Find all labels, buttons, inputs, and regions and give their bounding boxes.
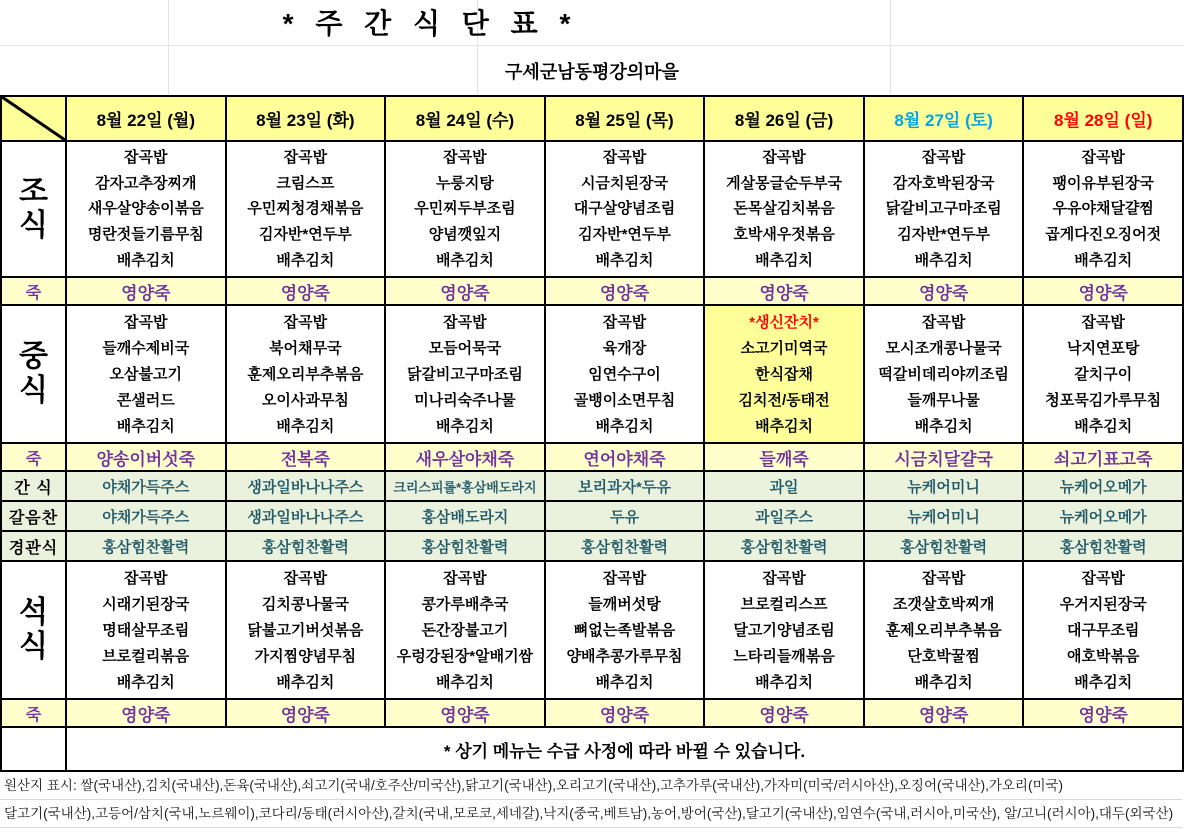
menu-item: 우민찌두부조림 bbox=[414, 200, 516, 218]
menu-item: 누룽지탕 bbox=[435, 174, 494, 192]
menu-item: 우유야채달걀찜 bbox=[1052, 200, 1154, 218]
snack-day-7: 뉴케어오메가 bbox=[1024, 472, 1182, 500]
menu-item: 갈치구이 bbox=[1074, 365, 1133, 383]
snack-day-1: 야채가득주스 bbox=[67, 472, 225, 500]
menu-item: 김자반*연두부 bbox=[897, 226, 991, 244]
tube-feeding-day-1: 홍삼힘찬활력 bbox=[67, 532, 225, 560]
dinner-day-4 bbox=[546, 562, 704, 698]
lunch-porridge-row-label: 죽 bbox=[2, 444, 65, 470]
dinner-row-label: 석식 bbox=[2, 562, 65, 698]
menu-item: 배추김치 bbox=[755, 673, 814, 691]
snack-day-2: 생과일바나나주스 bbox=[227, 472, 385, 500]
dinner-porridge-row-label: 죽 bbox=[2, 700, 65, 726]
menu-item: 잡곡밥 bbox=[762, 569, 806, 587]
menu-item: 잡곡밥 bbox=[1081, 313, 1125, 331]
menu-item: 김자반*연두부 bbox=[578, 226, 671, 244]
menu-item: 임연수구이 bbox=[588, 365, 661, 383]
lunch-porridge-day-6: 시금치달걀국 bbox=[865, 444, 1023, 470]
breakfast-day-5 bbox=[705, 142, 863, 276]
menu-item: 돈간장불고기 bbox=[421, 621, 509, 639]
menu-item: 콘샐러드 bbox=[116, 391, 175, 409]
menu-item: 소고기미역국 bbox=[740, 339, 828, 357]
menu-item: 배추김치 bbox=[1074, 417, 1133, 435]
menu-item: 브로컬리스프 bbox=[740, 595, 828, 613]
snack-day-3: 크리스피롤*홍삼배도라지 bbox=[386, 472, 544, 500]
menu-item: 곱게다진오징어젓 bbox=[1045, 226, 1162, 244]
menu-item: 오삼불고기 bbox=[109, 365, 182, 383]
menu-item: 시래기된장국 bbox=[102, 595, 190, 613]
menu-item: 배추김치 bbox=[276, 251, 335, 269]
menu-item: 명란젓들기름무침 bbox=[87, 226, 204, 244]
lunch-porridge-day-2: 전복죽 bbox=[227, 444, 385, 470]
breakfast-day-1 bbox=[67, 142, 225, 276]
substitute-dish-day-3: 홍삼배도라지 bbox=[386, 502, 544, 530]
menu-item: 우거지된장국 bbox=[1059, 595, 1147, 613]
day-header-6: 8월 27일 (토) bbox=[865, 97, 1023, 140]
origin-label-line2: 달고기(국내산),고등어/삼치(국내,노르웨이),코다리/동태(러시아산),갈치(국내,모로코,세네갈),낙지(중국,베트남),농어,방어(국산),달고기(국내산),임연수(국내,러시아,미국산), 알/고니(러시아),대두(외국산) bbox=[0, 800, 1182, 828]
spreadsheet-gridline bbox=[0, 45, 1184, 46]
day-header-4: 8월 25일 (목) bbox=[546, 97, 704, 140]
substitute-dish-day-2: 생과일바나나주스 bbox=[227, 502, 385, 530]
dinner-day-6 bbox=[865, 562, 1023, 698]
menu-item: 시금치된장국 bbox=[581, 174, 668, 192]
menu-item: 잡곡밥 bbox=[762, 149, 806, 167]
menu-item: 양념깻잎지 bbox=[428, 226, 502, 244]
day-header-5: 8월 26일 (금) bbox=[705, 97, 863, 140]
menu-item: 배추김치 bbox=[595, 251, 654, 269]
menu-item: 잡곡밥 bbox=[124, 569, 168, 587]
menu-item: 브로컬리볶음 bbox=[102, 647, 190, 665]
menu-item: 배추김치 bbox=[435, 673, 494, 691]
menu-item: 호박새우젓볶음 bbox=[733, 226, 835, 244]
lunch-porridge-day-3: 새우살야채죽 bbox=[386, 444, 544, 470]
menu-item: 배추김치 bbox=[914, 251, 973, 269]
menu-item: 잡곡밥 bbox=[443, 149, 487, 167]
menu-item: 잡곡밥 bbox=[602, 313, 647, 331]
menu-item: 뼈없는족발볶음 bbox=[573, 621, 676, 639]
menu-item: 배추김치 bbox=[595, 417, 654, 435]
dinner-porridge-day-3: 영양죽 bbox=[386, 700, 544, 726]
menu-item: 배추김치 bbox=[116, 673, 175, 691]
menu-item: 우민찌청경채볶음 bbox=[247, 200, 364, 218]
menu-item: 김자반*연두부 bbox=[258, 226, 352, 244]
breakfast-day-4 bbox=[546, 142, 704, 276]
substitute-dish-day-6: 뉴케어미니 bbox=[865, 502, 1023, 530]
menu-item: 배추김치 bbox=[276, 417, 335, 435]
menu-item: 김치전/동태전 bbox=[738, 391, 830, 409]
menu-item: 새우살양송이볶음 bbox=[87, 200, 204, 218]
menu-item: 크림스프 bbox=[276, 174, 335, 192]
menu-item: 훈제오리부추볶음 bbox=[247, 365, 364, 383]
menu-item: 배추김치 bbox=[1074, 251, 1133, 269]
substitute-dish-day-1: 야채가득주스 bbox=[67, 502, 225, 530]
breakfast-porridge-row-label: 죽 bbox=[2, 278, 65, 304]
breakfast-porridge-day-2: 영양죽 bbox=[227, 278, 385, 304]
menu-item: 배추김치 bbox=[435, 251, 494, 269]
menu-item: 들깨수제비국 bbox=[102, 339, 190, 357]
menu-item: 잡곡밥 bbox=[1081, 149, 1125, 167]
menu-item: 잡곡밥 bbox=[283, 569, 328, 587]
breakfast-porridge-day-7: 영양죽 bbox=[1024, 278, 1182, 304]
menu-item: 배추김치 bbox=[435, 417, 494, 435]
dinner-day-5 bbox=[705, 562, 863, 698]
menu-item: 가지찜양념무침 bbox=[254, 647, 357, 665]
menu-item: 단호박꿀찜 bbox=[907, 647, 980, 665]
menu-item: 잡곡밥 bbox=[921, 569, 966, 587]
menu-item: 북어채무국 bbox=[269, 339, 342, 357]
menu-item: 달고기양념조림 bbox=[733, 621, 835, 639]
menu-item: 돈목살김치볶음 bbox=[733, 200, 835, 218]
menu-item: 명태살무조림 bbox=[102, 621, 190, 639]
day-header-3: 8월 24일 (수) bbox=[386, 97, 544, 140]
menu-item: 잡곡밥 bbox=[1081, 569, 1125, 587]
dinner-day-7 bbox=[1024, 562, 1182, 698]
menu-item: 배추김치 bbox=[755, 251, 814, 269]
menu-item: 배추김치 bbox=[116, 251, 175, 269]
menu-item: 잡곡밥 bbox=[443, 569, 487, 587]
dinner-porridge-day-2: 영양죽 bbox=[227, 700, 385, 726]
tube-feeding-day-7: 홍삼힘찬활력 bbox=[1024, 532, 1182, 560]
dinner-porridge-day-1: 영양죽 bbox=[67, 700, 225, 726]
menu-item: 양배추콩가루무침 bbox=[566, 647, 683, 665]
breakfast-porridge-day-4: 영양죽 bbox=[546, 278, 704, 304]
lunch-porridge-day-1: 양송이버섯죽 bbox=[67, 444, 225, 470]
menu-item: 청포묵김가루무침 bbox=[1045, 391, 1162, 409]
dinner-porridge-day-4: 영양죽 bbox=[546, 700, 704, 726]
lunch-day-4 bbox=[546, 306, 704, 442]
menu-item: 한식잡채 bbox=[755, 365, 814, 383]
menu-change-note: * 상기 메뉴는 수급 사정에 따라 바뀔 수 있습니다. bbox=[67, 728, 1182, 770]
menu-item: *생신잔치* bbox=[749, 313, 819, 331]
menu-item: 배추김치 bbox=[116, 417, 175, 435]
substitute-dish-day-5: 과일주스 bbox=[705, 502, 863, 530]
menu-item: 오이사과무침 bbox=[261, 391, 349, 409]
menu-item: 대구무조림 bbox=[1066, 621, 1140, 639]
menu-item: 모듬어묵국 bbox=[428, 339, 502, 357]
menu-item: 모시조개콩나물국 bbox=[885, 339, 1002, 357]
lunch-day-6 bbox=[865, 306, 1023, 442]
menu-item: 잡곡밥 bbox=[124, 149, 168, 167]
dinner-porridge-day-5: 영양죽 bbox=[705, 700, 863, 726]
menu-item: 애호박볶음 bbox=[1066, 647, 1140, 665]
tube-feeding-day-6: 홍삼힘찬활력 bbox=[865, 532, 1023, 560]
dinner-porridge-day-7: 영양죽 bbox=[1024, 700, 1182, 726]
lunch-porridge-day-7: 쇠고기표고죽 bbox=[1024, 444, 1182, 470]
breakfast-porridge-day-5: 영양죽 bbox=[705, 278, 863, 304]
snack-row-label: 간 식 bbox=[2, 472, 65, 500]
tube-feeding-row-label: 경관식 bbox=[2, 532, 65, 560]
menu-item: 팽이유부된장국 bbox=[1052, 174, 1154, 192]
menu-item: 감자고추장찌개 bbox=[95, 174, 197, 192]
menu-table bbox=[0, 95, 1184, 772]
snack-day-5: 과일 bbox=[705, 472, 863, 500]
menu-item: 느타리들깨볶음 bbox=[733, 647, 835, 665]
tube-feeding-day-5: 홍삼힘찬활력 bbox=[705, 532, 863, 560]
menu-item: 잡곡밥 bbox=[602, 569, 647, 587]
lunch-porridge-day-5: 들깨죽 bbox=[705, 444, 863, 470]
lunch-day-5 bbox=[705, 306, 863, 442]
breakfast-row-label: 조식 bbox=[2, 142, 65, 276]
snack-day-6: 뉴케어미니 bbox=[865, 472, 1023, 500]
menu-item: 잡곡밥 bbox=[283, 313, 328, 331]
lunch-day-7 bbox=[1024, 306, 1182, 442]
facility-name: 구세군남동평강의마을 bbox=[505, 62, 679, 82]
menu-item: 육개장 bbox=[602, 339, 647, 357]
origin-label-line1: 원산지 표시: 쌀(국내산),김치(국내산),돈육(국내산),쇠고기(국내/호주산/미국산),닭고기(국내산),오리고기(국내산),고추가루(국내산),가자미(미국/러시아산),오징어(국내산),가오리(미국) bbox=[0, 772, 1182, 800]
menu-item: 낙지연포탕 bbox=[1066, 339, 1140, 357]
breakfast-porridge-day-3: 영양죽 bbox=[386, 278, 544, 304]
page-title: * 주 간 식 단 표 * bbox=[282, 8, 578, 39]
day-header-7: 8월 28일 (일) bbox=[1024, 97, 1182, 140]
day-header-1: 8월 22일 (월) bbox=[67, 97, 225, 140]
dinner-day-1 bbox=[67, 562, 225, 698]
menu-item: 잡곡밥 bbox=[602, 149, 647, 167]
menu-item: 배추김치 bbox=[1074, 673, 1133, 691]
menu-item: 미나리숙주나물 bbox=[414, 391, 516, 409]
menu-item: 닭갈비고구마조림 bbox=[406, 365, 523, 383]
substitute-dish-day-7: 뉴케어오메가 bbox=[1024, 502, 1182, 530]
menu-item: 잡곡밥 bbox=[443, 313, 487, 331]
menu-item: 콩가루배추국 bbox=[421, 595, 509, 613]
dinner-day-3 bbox=[386, 562, 544, 698]
corner-cell bbox=[2, 97, 65, 140]
snack-day-4: 보리과자*두유 bbox=[546, 472, 704, 500]
menu-item: 대구살양념조림 bbox=[573, 200, 676, 218]
menu-item: 김치콩나물국 bbox=[261, 595, 349, 613]
breakfast-porridge-day-6: 영양죽 bbox=[865, 278, 1023, 304]
substitute-dish-row-label: 갈음찬 bbox=[2, 502, 65, 530]
dinner-day-2 bbox=[227, 562, 385, 698]
menu-item: 감자호박된장국 bbox=[892, 174, 995, 192]
lunch-day-3 bbox=[386, 306, 544, 442]
lunch-porridge-day-4: 연어야채죽 bbox=[546, 444, 704, 470]
note-spacer-cell bbox=[2, 728, 65, 770]
menu-item: 잡곡밥 bbox=[921, 149, 966, 167]
menu-item: 잡곡밥 bbox=[921, 313, 966, 331]
menu-item: 훈제오리부추볶음 bbox=[885, 621, 1002, 639]
menu-item: 조갯살호박찌개 bbox=[892, 595, 995, 613]
tube-feeding-day-3: 홍삼힘찬활력 bbox=[386, 532, 544, 560]
menu-item: 떡갈비데리야끼조림 bbox=[878, 365, 1009, 383]
breakfast-porridge-day-1: 영양죽 bbox=[67, 278, 225, 304]
menu-item: 닭불고기버섯볶음 bbox=[247, 621, 364, 639]
day-header-2: 8월 23일 (화) bbox=[227, 97, 385, 140]
menu-item: 골뱅이소면무침 bbox=[573, 391, 676, 409]
breakfast-day-7 bbox=[1024, 142, 1182, 276]
menu-item: 게살몽글순두부국 bbox=[726, 174, 843, 192]
menu-item: 닭갈비고구마조림 bbox=[885, 200, 1002, 218]
breakfast-day-2 bbox=[227, 142, 385, 276]
menu-item: 우렁강된장*알배기쌈 bbox=[396, 647, 534, 665]
menu-item: 배추김치 bbox=[595, 673, 654, 691]
breakfast-day-3 bbox=[386, 142, 544, 276]
menu-item: 배추김치 bbox=[914, 673, 973, 691]
title-area bbox=[0, 0, 1184, 95]
tube-feeding-day-4: 홍삼힘찬활력 bbox=[546, 532, 704, 560]
menu-item: 들깨버섯탕 bbox=[588, 595, 661, 613]
lunch-day-2 bbox=[227, 306, 385, 442]
tube-feeding-day-2: 홍삼힘찬활력 bbox=[227, 532, 385, 560]
lunch-row-label: 중식 bbox=[2, 306, 65, 442]
substitute-dish-day-4: 두유 bbox=[546, 502, 704, 530]
lunch-day-1 bbox=[67, 306, 225, 442]
menu-item: 배추김치 bbox=[755, 417, 814, 435]
breakfast-day-6 bbox=[865, 142, 1023, 276]
menu-item: 배추김치 bbox=[914, 417, 973, 435]
menu-item: 잡곡밥 bbox=[283, 149, 328, 167]
diagonal-line bbox=[2, 97, 65, 140]
dinner-porridge-day-6: 영양죽 bbox=[865, 700, 1023, 726]
menu-item: 배추김치 bbox=[276, 673, 335, 691]
menu-item: 잡곡밥 bbox=[124, 313, 168, 331]
menu-item: 들깨무나물 bbox=[907, 391, 980, 409]
